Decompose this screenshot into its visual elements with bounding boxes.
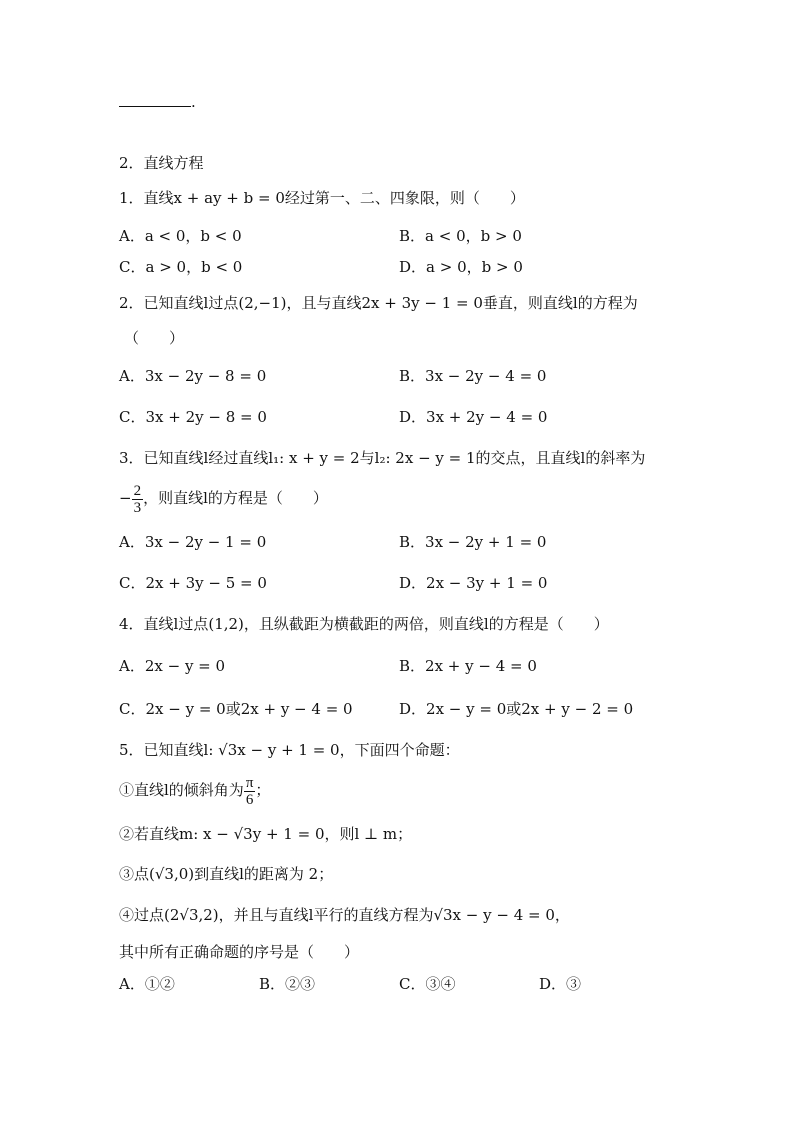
- q2-option-c: C．3x + 2y − 8 = 0: [119, 408, 267, 426]
- q1-stem: 1．直线x + ay + b = 0经过第一、二、四象限，则（ ）: [119, 189, 525, 207]
- q3-stem-line2: − $\frac{2}{3}$ ，则直线l的方程是（ ）: [119, 482, 328, 516]
- q1-option-d: D．a > 0，b > 0: [399, 258, 523, 276]
- q3-option-a: A．3x − 2y − 1 = 0: [119, 533, 267, 551]
- q3-option-d: D．2x − 3y + 1 = 0: [399, 574, 548, 592]
- q3-option-b: B．3x − 2y + 1 = 0: [399, 533, 547, 551]
- q5-proposition-4: ④过点(2√3,2)，并且与直线l平行的直线方程为√3x − y − 4 = 0，: [119, 906, 570, 924]
- q1-option-a: A．a < 0，b < 0: [119, 227, 242, 245]
- q5-question: 其中所有正确命题的序号是（ ）: [119, 943, 360, 961]
- q4-option-c: C．2x − y = 0或2x + y − 4 = 0: [119, 700, 353, 718]
- q3-option-c: C．2x + 3y − 5 = 0: [119, 574, 267, 592]
- section-title: 2．直线方程: [119, 154, 204, 172]
- q5-stem: 5．已知直线l: √3x − y + 1 = 0，下面四个命题：: [119, 741, 460, 759]
- q5-proposition-1: ①直线l的倾斜角为 $\frac{\pi}{6}$ ；: [119, 774, 271, 808]
- q5-proposition-3: ③点(√3,0)到直线l的距离为 2；: [119, 865, 334, 883]
- q2-option-a: A．3x − 2y − 8 = 0: [119, 367, 267, 385]
- q2-stem-paren: （ ）: [124, 329, 185, 347]
- q2-option-d: D．3x + 2y − 4 = 0: [399, 408, 548, 426]
- q2-option-b: B．3x − 2y − 4 = 0: [399, 367, 547, 385]
- q3-stem: 3．已知直线l经过直线l₁: x + y = 2与l₂: 2x − y = 1的交点，且直线l的斜率为: [119, 449, 646, 467]
- q1-option-b: B．a < 0，b > 0: [399, 227, 522, 245]
- q3-slope-fraction: $\frac{2}{3}$: [133, 482, 142, 516]
- q2-stem: 2．已知直线l过点(2,−1)，且与直线2x + 3y − 1 = 0垂直，则直线l的方程为: [119, 294, 638, 312]
- q4-stem: 4．直线l过点(1,2)，且纵截距为横截距的两倍，则直线l的方程是（ ）: [119, 615, 609, 633]
- q5-option-d: D．③: [539, 975, 582, 993]
- fill-blank: [119, 92, 191, 107]
- q4-option-b: B．2x + y − 4 = 0: [399, 657, 537, 675]
- q5-option-c: C．③④: [399, 975, 456, 993]
- q5-option-b: B．②③: [259, 975, 316, 993]
- q5-option-a: A．①②: [119, 975, 175, 993]
- q4-option-d: D．2x − y = 0或2x + y − 2 = 0: [399, 700, 634, 718]
- q5-proposition-2: ②若直线m: x − √3y + 1 = 0，则l ⊥ m；: [119, 825, 413, 843]
- q5-angle-fraction: $\frac{\pi}{6}$: [245, 774, 254, 808]
- q4-option-a: A．2x − y = 0: [119, 657, 226, 675]
- answer-blank-line: .: [119, 92, 196, 112]
- q1-option-c: C．a > 0，b < 0: [119, 258, 243, 276]
